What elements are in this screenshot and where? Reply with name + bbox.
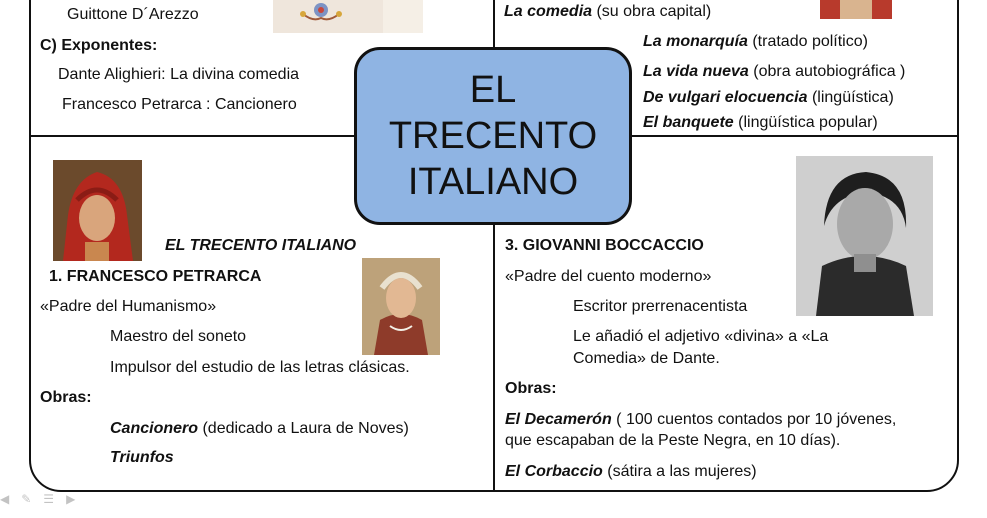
next-slide-icon[interactable]: ▶ bbox=[66, 492, 76, 506]
work-decameron: El Decamerón ( 100 cuentos contados por 10 jóvenes, bbox=[505, 411, 897, 428]
work-la-vida-nueva: La vida nueva (obra autobiográfica ) bbox=[643, 63, 906, 80]
quote-petrarca: «Padre del Humanismo» bbox=[40, 298, 217, 315]
work-de-vulgari: De vulgari elocuencia (lingüística) bbox=[643, 89, 894, 106]
heading-boccaccio: 3. GIOVANNI BOCCACCIO bbox=[505, 237, 704, 254]
obras-label-boccaccio: Obras: bbox=[505, 380, 557, 397]
work-decameron-line2: que escapaban de la Peste Negra, en 10 días). bbox=[505, 432, 841, 449]
work-cancionero: Cancionero (dedicado a Laura de Noves) bbox=[110, 420, 409, 437]
author-guittone: Guittone D´Arezzo bbox=[67, 6, 199, 23]
menu-icon[interactable]: ☰ bbox=[43, 492, 55, 506]
laura-portrait bbox=[362, 258, 440, 355]
item-prerrenacentista: Escritor prerrenacentista bbox=[573, 298, 748, 315]
heading-petrarca: 1. FRANCESCO PETRARCA bbox=[49, 268, 262, 285]
slide-toolbar bbox=[0, 492, 75, 508]
work-triunfos: Triunfos bbox=[110, 449, 174, 466]
work-la-comedia: La comedia (su obra capital) bbox=[504, 3, 712, 20]
center-title-line3: ITALIANO bbox=[407, 161, 579, 203]
section-exponentes: C) Exponentes: bbox=[40, 37, 158, 54]
prev-slide-icon[interactable]: ◀ bbox=[0, 492, 10, 506]
exponent-dante: Dante Alighieri: La divina comedia bbox=[58, 66, 300, 83]
dante-portrait bbox=[820, 0, 892, 19]
center-title-line2: TRECENTO bbox=[388, 115, 598, 157]
quote-boccaccio: «Padre del cuento moderno» bbox=[505, 268, 712, 285]
work-corbaccio: El Corbaccio (sátira a las mujeres) bbox=[505, 463, 757, 480]
boccaccio-portrait bbox=[796, 156, 933, 316]
center-title-box bbox=[354, 47, 632, 225]
item-adjetivo-line2: Comedia» de Dante. bbox=[573, 350, 720, 367]
ornament-image bbox=[273, 0, 423, 33]
item-impulsor: Impulsor del estudio de las letras clásicas. bbox=[110, 359, 410, 376]
work-el-banquete: El banquete (lingüística popular) bbox=[643, 114, 878, 131]
item-adjetivo-line1: Le añadió el adjetivo «divina» a «La bbox=[573, 328, 829, 345]
exponent-petrarca: Francesco Petrarca : Cancionero bbox=[62, 96, 297, 113]
work-la-monarquia: La monarquía (tratado político) bbox=[643, 33, 868, 50]
center-title-line1: EL bbox=[469, 69, 517, 111]
item-soneto: Maestro del soneto bbox=[110, 328, 247, 345]
pen-icon[interactable]: ✎ bbox=[21, 492, 32, 506]
subtitle-trecento: EL TRECENTO ITALIANO bbox=[165, 237, 357, 254]
petrarca-portrait bbox=[53, 160, 142, 261]
obras-label-petrarca: Obras: bbox=[40, 389, 92, 406]
